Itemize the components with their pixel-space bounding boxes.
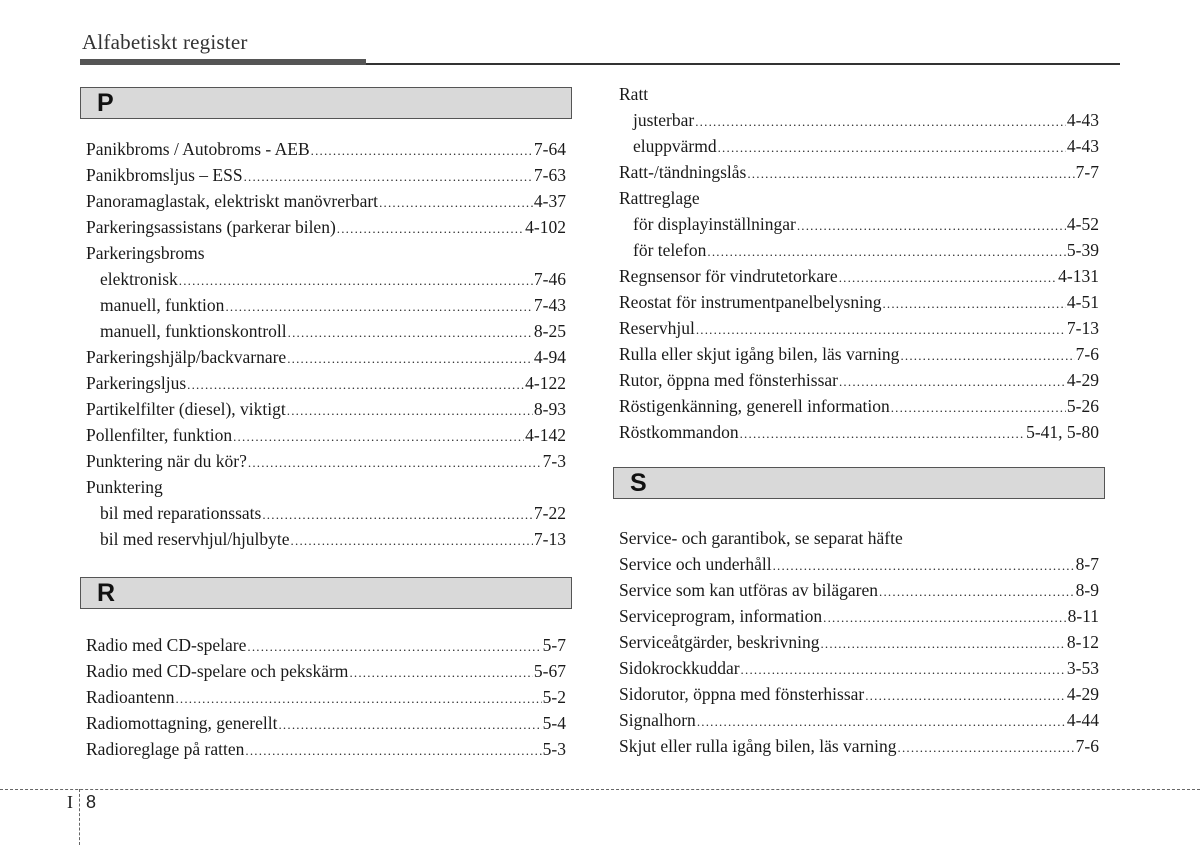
entry-label: Panikbroms / Autobroms - AEB bbox=[86, 139, 310, 159]
leader-dots bbox=[695, 109, 1066, 133]
index-entry-heading bbox=[613, 81, 1099, 107]
index-entry-heading bbox=[613, 185, 1099, 211]
entry-label: manuell, funktionskontroll bbox=[100, 321, 287, 341]
entry-label: eluppvärmd bbox=[633, 136, 717, 156]
entry-label: Parkeringsljus bbox=[86, 373, 187, 393]
leader-dots bbox=[288, 320, 533, 344]
leader-dots bbox=[287, 398, 533, 422]
header-rule-thin bbox=[366, 63, 1120, 65]
leader-dots bbox=[248, 450, 542, 474]
leader-dots bbox=[179, 268, 533, 292]
index-entry bbox=[80, 214, 566, 240]
index-entry bbox=[80, 396, 566, 422]
entry-label: Regnsensor för vindrutetorkare bbox=[619, 266, 838, 286]
entry-label: Ratt bbox=[619, 84, 649, 104]
entry-label: Radiomottagning, generellt bbox=[86, 713, 278, 733]
entry-page: 7-13 bbox=[1066, 318, 1099, 338]
entry-label: Service och underhåll bbox=[619, 554, 772, 574]
entry-page: 7-64 bbox=[533, 139, 566, 159]
index-subentry bbox=[80, 266, 566, 292]
index-entry bbox=[80, 344, 566, 370]
leader-dots bbox=[697, 709, 1066, 733]
entry-page: 8-11 bbox=[1067, 606, 1099, 626]
leader-dots bbox=[278, 712, 541, 736]
entry-label: Panoramaglastak, elektriskt manövrerbart bbox=[86, 191, 379, 211]
leader-dots bbox=[245, 738, 541, 762]
entry-label: Serviceprogram, information bbox=[619, 606, 823, 626]
entry-label: Punktering bbox=[86, 477, 163, 497]
index-entry bbox=[80, 632, 566, 658]
leader-dots bbox=[882, 291, 1065, 315]
entry-label: Rulla eller skjut igång bilen, läs varning bbox=[619, 344, 900, 364]
index-entry bbox=[80, 448, 566, 474]
entry-page: 5-26 bbox=[1066, 396, 1099, 416]
entry-label: manuell, funktion bbox=[100, 295, 225, 315]
entry-label: Panikbromsljus – ESS bbox=[86, 165, 243, 185]
entry-label: Reservhjul bbox=[619, 318, 695, 338]
index-entry bbox=[613, 655, 1099, 681]
entry-page: 4-51 bbox=[1066, 292, 1099, 312]
index-entry bbox=[613, 289, 1099, 315]
entry-page: 7-63 bbox=[533, 165, 566, 185]
entry-label: Radio med CD-spelare och pekskärm bbox=[86, 661, 349, 681]
index-entry bbox=[613, 577, 1099, 603]
leader-dots bbox=[707, 239, 1066, 263]
entry-page: 8-25 bbox=[533, 321, 566, 341]
index-subentry bbox=[80, 318, 566, 344]
index-subentry bbox=[613, 237, 1099, 263]
entry-label: för displayinställningar bbox=[633, 214, 796, 234]
leader-dots bbox=[175, 686, 541, 710]
index-entry bbox=[80, 658, 566, 684]
leader-dots bbox=[187, 372, 524, 396]
section-letter: R bbox=[97, 579, 116, 607]
footer-dashed-divider bbox=[79, 789, 80, 845]
entry-label: bil med reparationssats bbox=[100, 503, 262, 523]
index-entry bbox=[613, 341, 1099, 367]
leader-dots bbox=[311, 138, 533, 162]
index-subentry bbox=[613, 211, 1099, 237]
leader-dots bbox=[740, 421, 1026, 445]
entry-label: Signalhorn bbox=[619, 710, 696, 730]
leader-dots bbox=[287, 346, 533, 370]
leader-dots bbox=[898, 735, 1075, 759]
section-letter: P bbox=[97, 89, 114, 117]
leader-dots bbox=[839, 265, 1057, 289]
entry-page: 7-13 bbox=[533, 529, 566, 549]
entry-label: Radioreglage på ratten bbox=[86, 739, 245, 759]
entry-label: Röstkommandon bbox=[619, 422, 739, 442]
leader-dots bbox=[747, 161, 1074, 185]
footer-page-number: 8 bbox=[86, 792, 97, 812]
section-header-r bbox=[80, 577, 572, 609]
entry-page: 8-93 bbox=[533, 399, 566, 419]
leader-dots bbox=[247, 634, 541, 658]
entry-label: Ratt-/tändningslås bbox=[619, 162, 747, 182]
entry-label: Punktering när du kör? bbox=[86, 451, 247, 471]
leader-dots bbox=[262, 502, 533, 526]
leader-dots bbox=[718, 135, 1066, 159]
entry-label: Service- och garantibok, se separat häfte bbox=[619, 528, 903, 548]
entry-label: Radioantenn bbox=[86, 687, 175, 707]
entry-page: 5-3 bbox=[542, 739, 566, 759]
leader-dots bbox=[900, 343, 1074, 367]
leader-dots bbox=[291, 528, 533, 552]
entry-label: Partikelfilter (diesel), viktigt bbox=[86, 399, 286, 419]
entry-page: 5-7 bbox=[542, 635, 566, 655]
leader-dots bbox=[337, 216, 524, 240]
leader-dots bbox=[865, 683, 1066, 707]
index-entry-heading bbox=[80, 474, 566, 500]
index-entry bbox=[80, 736, 566, 762]
index-entry bbox=[613, 393, 1099, 419]
entry-label: Service som kan utföras av bilägaren bbox=[619, 580, 879, 600]
entry-page: 5-39 bbox=[1066, 240, 1099, 260]
entry-page: 7-6 bbox=[1075, 344, 1099, 364]
index-subentry bbox=[613, 133, 1099, 159]
leader-dots bbox=[879, 579, 1075, 603]
entry-label: justerbar bbox=[633, 110, 695, 130]
index-entry bbox=[613, 367, 1099, 393]
entry-page: 4-142 bbox=[525, 425, 566, 445]
entry-page: 8-7 bbox=[1075, 554, 1099, 574]
entry-label: Skjut eller rulla igång bilen, läs varning bbox=[619, 736, 897, 756]
index-subentry bbox=[613, 107, 1099, 133]
entry-page: 5-41, 5-80 bbox=[1026, 422, 1099, 442]
entry-label: Parkeringsassistans (parkerar bilen) bbox=[86, 217, 336, 237]
index-entry bbox=[613, 733, 1099, 759]
index-entry bbox=[80, 136, 566, 162]
entry-label: för telefon bbox=[633, 240, 707, 260]
entry-label: Reostat för instrumentpanelbelysning bbox=[619, 292, 882, 312]
leader-dots bbox=[839, 369, 1066, 393]
leader-dots bbox=[797, 213, 1066, 237]
footer-section-label: I bbox=[67, 792, 73, 812]
leader-dots bbox=[349, 660, 532, 684]
entry-page: 4-52 bbox=[1066, 214, 1099, 234]
index-entry-heading bbox=[80, 240, 566, 266]
entry-page: 5-4 bbox=[542, 713, 566, 733]
entry-label: Sidorutor, öppna med fönsterhissar bbox=[619, 684, 865, 704]
leader-dots bbox=[233, 424, 524, 448]
entry-page: 5-2 bbox=[542, 687, 566, 707]
index-entry bbox=[80, 710, 566, 736]
entry-label: elektronisk bbox=[100, 269, 178, 289]
index-entry bbox=[613, 315, 1099, 341]
entry-page: 4-44 bbox=[1066, 710, 1099, 730]
leader-dots bbox=[696, 317, 1066, 341]
index-entry bbox=[80, 162, 566, 188]
index-entry bbox=[613, 263, 1099, 289]
leader-dots bbox=[244, 164, 533, 188]
entry-page: 5-67 bbox=[533, 661, 566, 681]
leader-dots bbox=[225, 294, 532, 318]
entry-page: 7-3 bbox=[542, 451, 566, 471]
index-entry bbox=[613, 159, 1099, 185]
index-entry bbox=[613, 603, 1099, 629]
index-entry bbox=[80, 422, 566, 448]
index-entry bbox=[80, 684, 566, 710]
entry-page: 4-94 bbox=[533, 347, 566, 367]
entry-label: Röstigenkänning, generell information bbox=[619, 396, 890, 416]
entry-label: bil med reservhjul/hjulbyte bbox=[100, 529, 290, 549]
index-entry bbox=[80, 370, 566, 396]
entry-page: 7-7 bbox=[1075, 162, 1099, 182]
entry-page: 7-43 bbox=[533, 295, 566, 315]
section-header-s bbox=[613, 467, 1105, 499]
index-entry bbox=[613, 629, 1099, 655]
page-header-title: Alfabetiskt register bbox=[82, 30, 248, 54]
entry-page: 3-53 bbox=[1066, 658, 1099, 678]
entry-page: 4-43 bbox=[1066, 136, 1099, 156]
entry-page: 4-102 bbox=[525, 217, 566, 237]
entry-page: 7-6 bbox=[1075, 736, 1099, 756]
entry-label: Rattreglage bbox=[619, 188, 700, 208]
index-entry bbox=[613, 707, 1099, 733]
index-entry bbox=[613, 551, 1099, 577]
index-entry bbox=[613, 681, 1099, 707]
index-entry bbox=[80, 188, 566, 214]
entry-label: Sidokrockkuddar bbox=[619, 658, 740, 678]
entry-page: 4-131 bbox=[1058, 266, 1099, 286]
index-entry-heading bbox=[613, 525, 1099, 551]
leader-dots bbox=[773, 553, 1075, 577]
index-subentry bbox=[80, 292, 566, 318]
header-rule-thick bbox=[80, 59, 366, 65]
entry-page: 8-9 bbox=[1075, 580, 1099, 600]
entry-page: 4-29 bbox=[1066, 684, 1099, 704]
entry-label: Pollenfilter, funktion bbox=[86, 425, 233, 445]
entry-page: 7-22 bbox=[533, 503, 566, 523]
leader-dots bbox=[891, 395, 1066, 419]
entry-label: Serviceåtgärder, beskrivning bbox=[619, 632, 820, 652]
index-entry bbox=[613, 419, 1099, 445]
entry-page: 7-46 bbox=[533, 269, 566, 289]
entry-page: 4-37 bbox=[533, 191, 566, 211]
leader-dots bbox=[379, 190, 533, 214]
entry-page: 4-43 bbox=[1066, 110, 1099, 130]
footer-dashed-rule bbox=[0, 789, 1200, 790]
index-subentry bbox=[80, 526, 566, 552]
leader-dots bbox=[823, 605, 1066, 629]
section-header-p bbox=[80, 87, 572, 119]
entry-label: Rutor, öppna med fönsterhissar bbox=[619, 370, 838, 390]
leader-dots bbox=[741, 657, 1066, 681]
entry-page: 4-122 bbox=[525, 373, 566, 393]
leader-dots bbox=[820, 631, 1065, 655]
entry-label: Parkeringsbroms bbox=[86, 243, 205, 263]
entry-label: Radio med CD-spelare bbox=[86, 635, 247, 655]
entry-label: Parkeringshjälp/backvarnare bbox=[86, 347, 287, 367]
index-subentry bbox=[80, 500, 566, 526]
section-letter: S bbox=[630, 469, 647, 497]
entry-page: 8-12 bbox=[1066, 632, 1099, 652]
entry-page: 4-29 bbox=[1066, 370, 1099, 390]
